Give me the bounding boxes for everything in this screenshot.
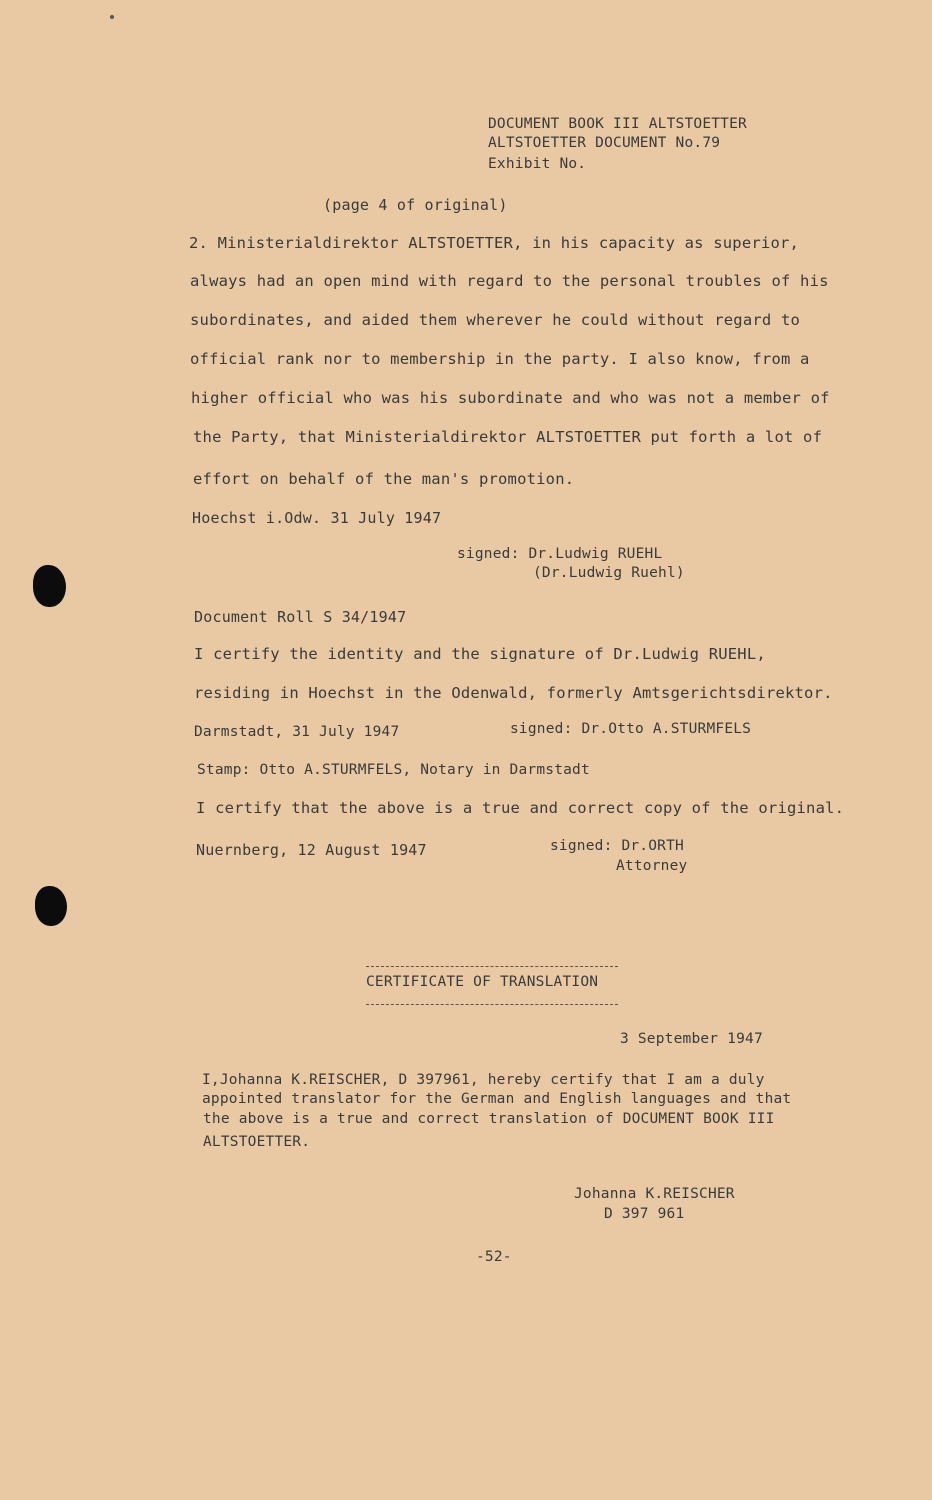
stamp-line: Stamp: Otto A.STURMFELS, Notary in Darmstadt: [197, 762, 590, 778]
certificate-text-line: appointed translator for the German and English languages and that: [202, 1091, 792, 1107]
document-roll: Document Roll S 34/1947: [194, 608, 407, 626]
translator-id: D 397 961: [604, 1206, 685, 1222]
paragraph-line: always had an open mind with regard to the personal troubles of his: [190, 272, 829, 290]
certificate-text-line: ALTSTOETTER.: [203, 1134, 311, 1150]
page-number: -52-: [476, 1249, 512, 1265]
header-document-book: DOCUMENT BOOK III ALTSTOETTER: [488, 116, 747, 132]
header-exhibit: Exhibit No.: [488, 156, 587, 172]
paragraph-line: 2. Ministerialdirektor ALTSTOETTER, in his capacity as superior,: [189, 234, 800, 252]
certificate-rule-top: [366, 966, 618, 967]
certificate-rule-bottom: [366, 1004, 618, 1005]
certificate-title: CERTIFICATE OF TRANSLATION: [366, 974, 599, 990]
punch-hole-bottom: [35, 886, 67, 926]
signature-sturmfels: signed: Dr.Otto A.STURMFELS: [510, 721, 752, 737]
paragraph-line: subordinates, and aided them wherever he could without regard to: [190, 311, 801, 329]
paragraph-line: the Party, that Ministerialdirektor ALTSTOETTER put forth a lot of: [193, 428, 823, 446]
paragraph-line: effort on behalf of the man's promotion.: [193, 470, 575, 488]
certify-copy: I certify that the above is a true and correct copy of the original.: [196, 799, 845, 817]
translator-name: Johanna K.REISCHER: [574, 1186, 735, 1202]
signature-ruehl: signed: Dr.Ludwig RUEHL: [457, 546, 663, 562]
signature-orth-title: Attorney: [616, 858, 688, 874]
speck-mark: [110, 15, 114, 19]
certificate-text-line: I,Johanna K.REISCHER, D 397961, hereby certify that I am a duly: [202, 1072, 765, 1088]
certify-identity-line: I certify the identity and the signature of Dr.Ludwig RUEHL,: [194, 645, 766, 663]
page-note: (page 4 of original): [323, 196, 508, 214]
certify-identity-line: residing in Hoechst in the Odenwald, formerly Amtsgerichtsdirektor.: [194, 684, 833, 702]
paragraph-line: official rank nor to membership in the party. I also know, from a: [190, 350, 810, 368]
place-date-darmstadt: Darmstadt, 31 July 1947: [194, 724, 400, 740]
signature-ruehl-name: (Dr.Ludwig Ruehl): [533, 565, 685, 581]
header-document-number: ALTSTOETTER DOCUMENT No.79: [488, 135, 721, 151]
place-date-nuernberg: Nuernberg, 12 August 1947: [196, 841, 427, 859]
punch-hole-top: [33, 565, 66, 607]
certificate-text-line: the above is a true and correct translation of DOCUMENT BOOK III: [203, 1111, 775, 1127]
paragraph-line: higher official who was his subordinate and who was not a member of: [191, 389, 830, 407]
signature-orth: signed: Dr.ORTH: [550, 838, 684, 854]
place-date-hoechst: Hoechst i.Odw. 31 July 1947: [192, 509, 442, 527]
certificate-date: 3 September 1947: [620, 1031, 763, 1047]
